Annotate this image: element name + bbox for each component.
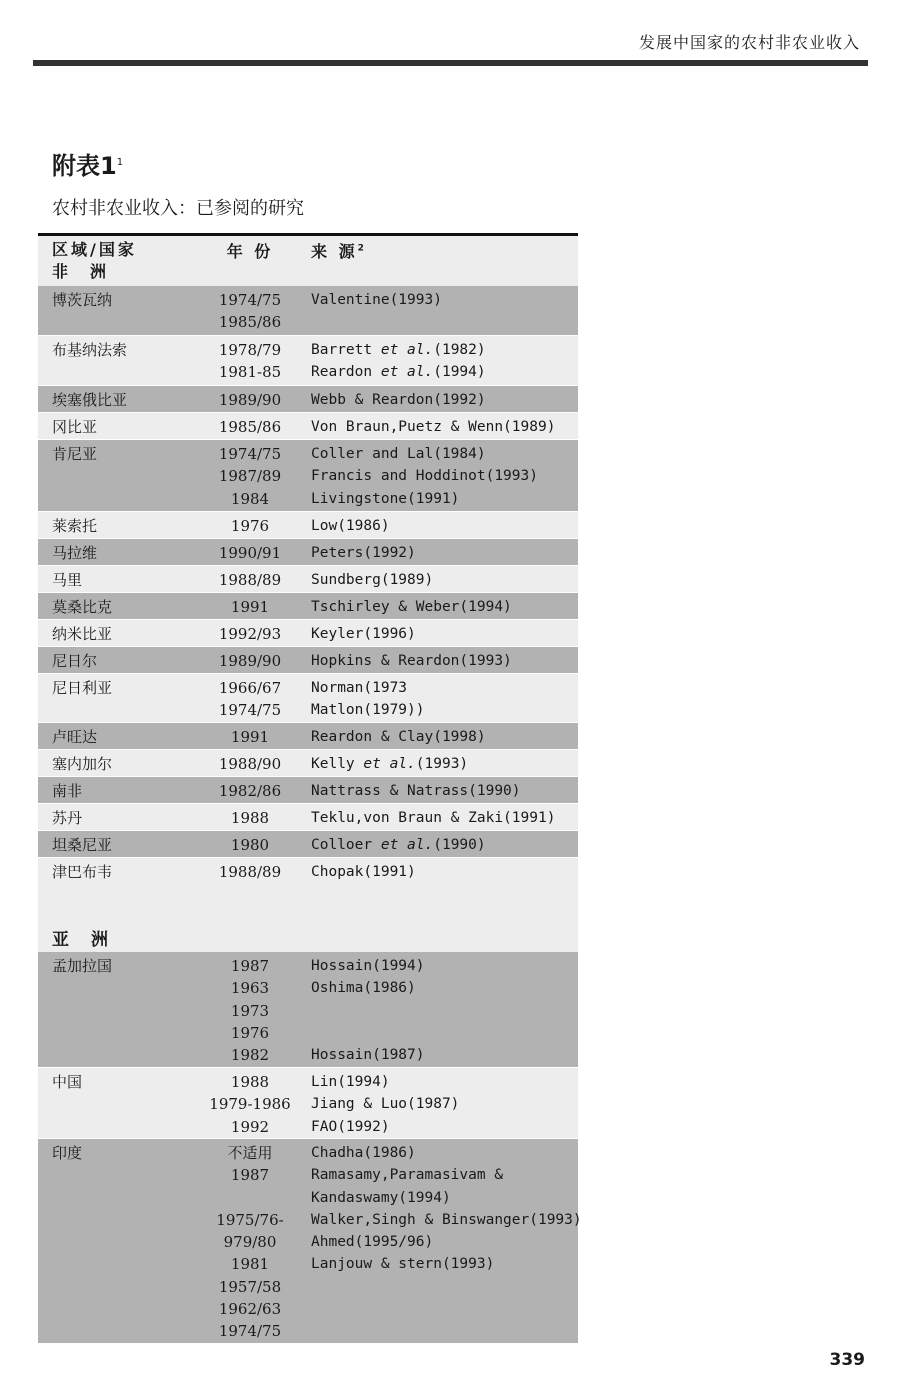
year-value: 1974/75 — [218, 1322, 282, 1341]
source-citation: Hossain(1994) — [311, 958, 425, 974]
year-cell — [198, 596, 302, 618]
source-citation: Norman(1973 — [311, 680, 408, 696]
year-value: 1989/90 — [218, 652, 282, 670]
source-citation: Ramasamy,Paramasivam & — [311, 1167, 504, 1184]
source-citation: Hossain(1987) — [311, 1047, 425, 1064]
header-africa-label: 非洲 — [52, 262, 129, 282]
source-citation: Keyler(1996) — [311, 626, 416, 642]
country-cell — [52, 443, 97, 465]
table-row — [38, 722, 578, 749]
country-name: 纳米比亚 — [52, 625, 113, 643]
table-header — [38, 236, 578, 286]
header-source-label: 来 源 — [311, 242, 358, 261]
source-citation: Teklu,von Braun & Zaki(1991) — [311, 810, 556, 826]
year-value: 1976 — [230, 517, 270, 535]
year-value: 1987 — [230, 1166, 270, 1185]
year-value: 1988 — [230, 1073, 270, 1091]
year-cell — [198, 542, 302, 564]
country-cell — [52, 1071, 82, 1093]
country-name: 塞内加尔 — [52, 755, 113, 773]
year-cell — [198, 443, 302, 510]
source-citation: Nattrass & Natrass(1990) — [311, 783, 521, 799]
source-citation: Lin(1994) — [311, 1074, 390, 1090]
country-name: 博茨瓦纳 — [52, 291, 113, 309]
year-value: 1957/58 — [218, 1277, 282, 1296]
source-cell — [311, 623, 416, 645]
source-cell — [311, 389, 486, 411]
year-cell — [198, 807, 302, 829]
source-citation: Reardon et al.(1994) — [311, 364, 486, 381]
source-cell — [311, 443, 538, 510]
country-name: 马拉维 — [52, 544, 98, 562]
source-citation: Kelly et al.(1993) — [311, 756, 469, 772]
year-value: 1980 — [230, 836, 270, 854]
source-citation: Hopkins & Reardon(1993) — [311, 653, 512, 669]
table-row — [38, 646, 578, 673]
source-citation: Colloer et al.(1990) — [311, 837, 486, 853]
table-row — [38, 511, 578, 538]
country-name: 尼日尔 — [52, 652, 98, 670]
table-row — [38, 749, 578, 776]
country-cell — [52, 650, 97, 672]
country-name: 肯尼亚 — [52, 445, 98, 463]
source-citation: Walker,Singh & Binswanger(1993) — [311, 1211, 582, 1228]
source-cell — [311, 569, 433, 591]
source-citation — [311, 1298, 582, 1320]
header-region — [52, 239, 137, 284]
source-citation: Livingstone(1991) — [311, 490, 460, 507]
source-citation: FAO(1992) — [311, 1118, 390, 1135]
year-value: 979/80 — [223, 1233, 277, 1252]
source-citation: Tschirley & Weber(1994) — [311, 599, 512, 615]
year-value: 1963 — [230, 979, 270, 998]
country-cell — [52, 1142, 82, 1164]
year-value: 1988/90 — [218, 755, 282, 773]
country-name: 马里 — [52, 571, 83, 589]
source-cell — [311, 726, 486, 748]
source-cell — [311, 861, 416, 883]
country-cell — [52, 289, 112, 311]
country-cell — [52, 677, 112, 699]
title-text: 附表1 — [52, 152, 117, 180]
asia-section-label: 亚洲 — [52, 930, 130, 950]
source-cell — [311, 677, 425, 722]
year-value: 1975/76- — [216, 1210, 284, 1229]
year-value: 1973 — [230, 1001, 270, 1020]
country-cell — [52, 780, 82, 802]
year-cell — [198, 623, 302, 645]
source-citation — [311, 1000, 425, 1022]
country-name: 坦桑尼亚 — [52, 836, 113, 854]
table-row — [38, 412, 578, 439]
source-citation: Ahmed(1995/96) — [311, 1234, 434, 1251]
year-value: 1984 — [230, 489, 270, 508]
year-value: 1966/67 — [218, 679, 282, 697]
source-cell — [311, 289, 442, 334]
year-value: 1974/75 — [218, 701, 282, 720]
year-value: 1982 — [230, 1046, 270, 1065]
header-source-mark: 2 — [357, 243, 364, 254]
year-value: 1992 — [230, 1117, 270, 1136]
running-head: 发展中国家的农村非农业收入 — [638, 33, 860, 52]
year-value: 1987/89 — [218, 467, 282, 486]
year-value: 1991 — [230, 728, 270, 746]
year-cell — [198, 289, 302, 334]
source-cell — [311, 780, 521, 802]
country-cell — [52, 569, 82, 591]
country-cell — [52, 726, 97, 748]
source-cell — [311, 955, 425, 1066]
source-citation: Chadha(1986) — [311, 1145, 416, 1161]
year-value: 1988/89 — [218, 863, 282, 881]
country-cell — [52, 807, 82, 829]
country-cell — [52, 834, 112, 856]
table-row — [38, 286, 578, 335]
country-cell — [52, 542, 97, 564]
source-citation: Matlon(1979)) — [311, 702, 425, 719]
source-citation: Oshima(1986) — [311, 980, 416, 997]
country-cell — [52, 416, 97, 438]
country-cell — [52, 389, 127, 411]
table-row — [38, 385, 578, 412]
source-cell — [311, 596, 512, 618]
source-citation — [311, 311, 442, 333]
year-value: 1979-1986 — [209, 1095, 291, 1114]
source-citation: Sundberg(1989) — [311, 572, 434, 588]
table-row — [38, 538, 578, 565]
year-cell — [198, 569, 302, 591]
header-source — [311, 239, 364, 262]
country-cell — [52, 861, 112, 883]
year-value: 1982/86 — [218, 782, 282, 800]
country-name: 卢旺达 — [52, 728, 98, 746]
source-citation: Peters(1992) — [311, 545, 416, 561]
year-cell — [198, 1142, 302, 1343]
year-cell — [198, 339, 302, 384]
year-value: 不适用 — [227, 1144, 273, 1162]
year-cell — [198, 861, 302, 883]
year-value: 1991 — [230, 598, 270, 616]
year-value: 1985/86 — [218, 313, 282, 332]
source-citation: Kandaswamy(1994) — [311, 1189, 451, 1206]
country-name: 埃塞俄比亚 — [52, 391, 128, 409]
source-citation: Francis and Hoddinot(1993) — [311, 468, 538, 485]
source-citation — [311, 1022, 425, 1044]
year-cell — [198, 834, 302, 856]
table-row — [38, 830, 578, 857]
table-row — [38, 592, 578, 619]
year-value: 1988 — [230, 809, 270, 827]
source-citation: Reardon & Clay(1998) — [311, 729, 486, 745]
source-cell — [311, 1142, 582, 1343]
country-name: 孟加拉国 — [52, 957, 113, 975]
year-cell — [198, 677, 302, 722]
asia-rows — [38, 952, 582, 1343]
country-cell — [52, 515, 97, 537]
country-name: 南非 — [52, 782, 83, 800]
year-value: 1989/90 — [218, 391, 282, 409]
page-number: 339 — [829, 1350, 865, 1370]
source-citation: Webb & Reardon(1992) — [311, 392, 486, 408]
year-cell — [198, 726, 302, 748]
studies-table — [38, 233, 582, 1343]
year-cell — [198, 515, 302, 537]
country-cell — [52, 339, 127, 361]
table-row — [38, 952, 578, 1067]
year-value: 1985/86 — [218, 418, 282, 436]
source-cell — [311, 515, 390, 537]
year-cell — [198, 650, 302, 672]
header-rule — [33, 60, 868, 66]
source-citation: Valentine(1993) — [311, 292, 442, 308]
table-row — [38, 776, 578, 803]
country-cell — [52, 753, 112, 775]
source-cell — [311, 753, 468, 775]
table-row — [38, 673, 578, 722]
year-value: 1981-85 — [218, 363, 282, 382]
source-citation — [311, 1276, 582, 1298]
year-value: 1974/75 — [218, 291, 282, 309]
source-cell — [311, 542, 416, 564]
source-cell — [311, 650, 512, 672]
table-title — [52, 146, 123, 181]
year-cell — [198, 780, 302, 802]
year-value: 1988/89 — [218, 571, 282, 589]
year-cell — [198, 389, 302, 411]
source-citation: Chopak(1991) — [311, 864, 416, 880]
source-citation: Von Braun,Puetz & Wenn(1989) — [311, 419, 556, 435]
country-name: 莱索托 — [52, 517, 98, 535]
source-cell — [311, 339, 486, 384]
source-citation — [311, 1320, 582, 1342]
source-cell — [311, 1071, 459, 1138]
year-value: 1974/75 — [218, 445, 282, 463]
header-year: 年 份 — [226, 242, 274, 261]
country-name: 布基纳法索 — [52, 341, 128, 359]
table-row — [38, 1067, 578, 1138]
country-name: 冈比亚 — [52, 418, 98, 436]
table-row — [38, 1138, 582, 1343]
country-name: 莫桑比克 — [52, 598, 113, 616]
year-cell — [198, 416, 302, 438]
year-value: 1978/79 — [218, 341, 282, 359]
year-value: 1992/93 — [218, 625, 282, 643]
source-citation: Barrett et al.(1982) — [311, 342, 486, 358]
table-subtitle: 农村非农业收入：已参阅的研究 — [52, 198, 304, 219]
country-cell — [52, 596, 112, 618]
source-citation: Coller and Lal(1984) — [311, 446, 486, 462]
table-row — [38, 803, 578, 830]
year-value — [198, 1187, 302, 1209]
header-region-label: 区域/国家 — [52, 240, 137, 259]
year-cell — [198, 955, 302, 1066]
year-cell — [198, 753, 302, 775]
source-citation: Lanjouw & stern(1993) — [311, 1256, 495, 1273]
table-row — [38, 565, 578, 592]
year-value: 1962/63 — [218, 1300, 282, 1319]
source-citation: Low(1986) — [311, 518, 390, 534]
country-cell — [52, 623, 112, 645]
source-cell — [311, 834, 486, 856]
country-name: 印度 — [52, 1144, 83, 1162]
country-name: 津巴布韦 — [52, 863, 113, 881]
table-row — [38, 619, 578, 646]
country-cell — [52, 955, 112, 977]
source-cell — [311, 807, 555, 829]
table-row — [38, 439, 578, 511]
title-footnote-mark: 1 — [116, 157, 124, 168]
africa-rows — [38, 286, 578, 888]
table-row — [38, 335, 578, 385]
country-name: 尼日利亚 — [52, 679, 113, 697]
source-citation: Jiang & Luo(1987) — [311, 1096, 460, 1113]
year-cell — [198, 1071, 302, 1138]
year-value: 1981 — [230, 1255, 270, 1274]
asia-section-row — [38, 888, 578, 952]
year-value: 1990/91 — [218, 544, 282, 562]
year-value: 1987 — [230, 957, 270, 975]
country-name: 中国 — [52, 1073, 83, 1091]
country-name: 苏丹 — [52, 809, 83, 827]
table-row — [38, 857, 578, 888]
year-value: 1976 — [230, 1023, 270, 1042]
source-cell — [311, 416, 555, 438]
